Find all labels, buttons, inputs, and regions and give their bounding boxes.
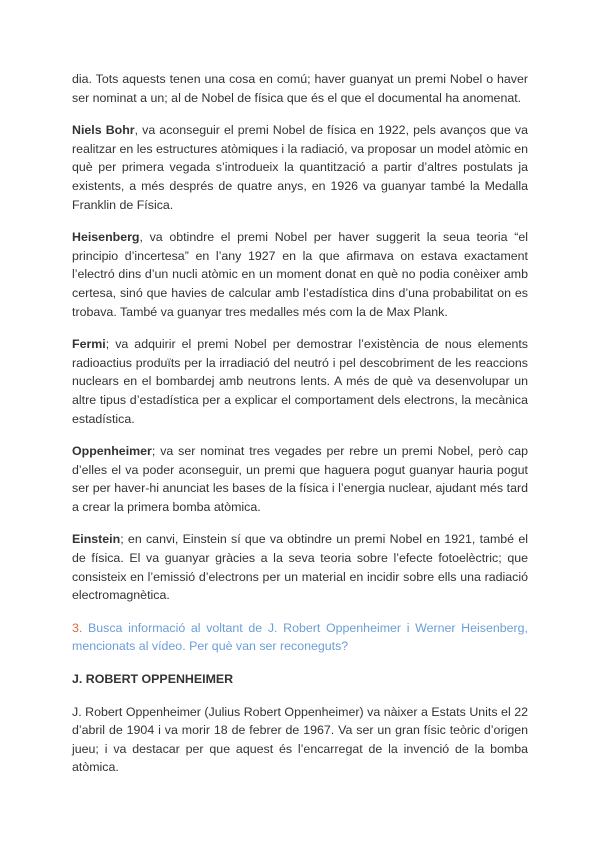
document-page — [72, 70, 528, 791]
bohr-name: Niels Bohr — [72, 123, 135, 138]
fermi-text: ; va adquirir el premi Nobel per demostrar l’existència de nous elements radioactius produïts per la irradiació del neutró i pel descobriment de les reaccions nuclears en el bombardej amb neutrons lents. A més de què va desenvolupar un altre tipus d’estadística per a explicar el comportament dels electrons, la mecànica estadística. — [72, 337, 528, 426]
einstein-text: ; en canvi, Einstein sí que va obtindre un premi Nobel en 1921, també el de física. El va guanyar gràcies a la seva teoria sobre l’efecte fotoelèctric; que consisteix en l’emissió d’electrons per un material en incidir sobre ells una radiació electromagnètica. — [72, 532, 528, 603]
intro-text: dia. Tots aquests tenen una cosa en comú; haver guanyat un premi Nobel o haver ser nominat a un; al de Nobel de física que és el que el documental ha anomenat. — [72, 72, 528, 105]
oppenheimer-name: Oppenheimer — [72, 444, 152, 459]
einstein-name: Einstein — [72, 532, 121, 547]
einstein-paragraph — [72, 530, 528, 604]
heisenberg-paragraph — [72, 228, 528, 321]
section-body — [72, 703, 528, 777]
question-3 — [72, 619, 528, 656]
heisenberg-text: , va obtindre el premi Nobel per haver suggerit la seua teoria “el principio d’incertesa” en l’any 1927 en la que afirmava on estava exactament l’electró dins d’un nucli atòmic en un moment donat en què no podia conèixer amb certesa, sinó que havies de calcular amb l’estadística dins d’una probabilitat on es trobava. També va guanyar tres medalles més com la de Max Plank. — [72, 230, 528, 319]
oppenheimer-paragraph — [72, 442, 528, 516]
section-body-text: J. Robert Oppenheimer (Julius Robert Oppenheimer) va nàixer a Estats Units el 22 d’abril de 1904 i va morir 18 de febrer de 1967. Va ser un gran físic teòric d’origen jueu; i va destacar per que aquest és l’encarregat de la invenció de la bomba atòmica. — [72, 704, 528, 775]
bohr-paragraph — [72, 121, 528, 214]
question-number: 3. — [72, 620, 83, 635]
heisenberg-name: Heisenberg — [72, 230, 140, 245]
fermi-paragraph — [72, 335, 528, 428]
fermi-name: Fermi — [72, 337, 106, 352]
bohr-text: , va aconseguir el premi Nobel de física en 1922, pels avanços que va realitzar en les estructures atòmiques i la radiació, va proposar un model atòmic en què per primera vegada s’introdueix la quantització a partir d’altres postulats ja existents, a més després de quatre anys, en 1926 va guanyar també la Medalla Franklin de Física. — [72, 123, 528, 212]
section-heading: J. ROBERT OPPENHEIMER — [72, 672, 234, 687]
intro-paragraph — [72, 70, 528, 107]
question-text: Busca informació al voltant de J. Robert Oppenheimer i Werner Heisenberg, mencionats al vídeo. Per què van ser reconeguts? — [72, 620, 528, 654]
oppenheimer-text: ; va ser nominat tres vegades per rebre un premi Nobel, però cap d’elles el va poder aconseguir, un premi que haguera pogut guanyar hauria pogut ser per haver-hi anunciat les bases de la física i l’energia nuclear, ajudant més tard a crear la primera bomba atòmica. — [72, 444, 528, 514]
